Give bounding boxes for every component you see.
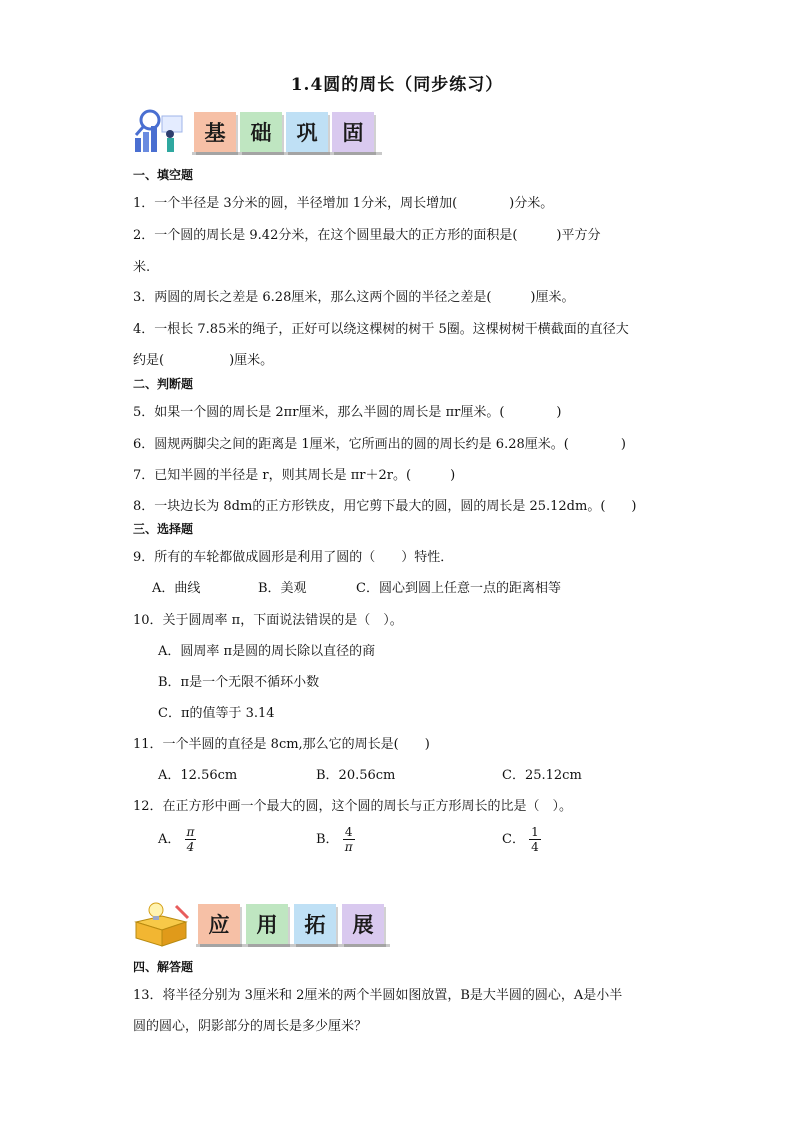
question-13-line1: 13．将半径分别为 3厘米和 2厘米的两个半圆如图放置，B是大半圆的圆心，A是小半 xyxy=(133,988,623,1003)
banner-tile-3: 拓 xyxy=(294,904,336,944)
question-1: 1．一个半径是 3分米的圆，半径增加 1分米，周长增加( )分米。 xyxy=(133,196,554,211)
question-4-line2: 约是( )厘米。 xyxy=(133,353,274,368)
question-3: 3．两圆的周长之差是 6.28厘米，那么这两个圆的半径之差是( )厘米。 xyxy=(133,290,575,305)
question-6: 6．圆规两脚尖之间的距离是 1厘米，它所画出的圆的周长约是 6.28厘米。( ) xyxy=(133,437,626,452)
section-heading-fill: 一、填空题 xyxy=(133,168,194,182)
question-7: 7．已知半圆的半径是 r，则其周长是 πr＋2r。( ) xyxy=(133,468,456,483)
question-8: 8．一块边长为 8dm的正方形铁皮，用它剪下最大的圆，圆的周长是 25.12dm。( ) xyxy=(133,499,637,514)
question-2-line2: 米. xyxy=(133,260,151,275)
fraction-numerator: π xyxy=(186,825,195,839)
question-11-option-a: A．12.56cm xyxy=(158,768,238,783)
fraction xyxy=(343,825,355,854)
question-9-option-c: C．圆心到圆上任意一点的距离相等 xyxy=(356,581,561,596)
banner-basic xyxy=(132,108,382,152)
fraction xyxy=(185,825,197,854)
fraction-denominator: π xyxy=(344,840,353,854)
section-heading-solve: 四、解答题 xyxy=(133,960,194,974)
banner-tile-2: 用 xyxy=(246,904,288,944)
question-12-option-a xyxy=(158,825,196,854)
question-9-option-a: A．曲线 xyxy=(152,581,201,596)
section-heading-choice: 三、选择题 xyxy=(133,522,194,536)
question-13-line2: 圆的圆心，阴影部分的周长是多少厘米？ xyxy=(133,1019,368,1034)
banner-tile-3: 巩 xyxy=(286,112,328,152)
section-heading-judge: 二、判断题 xyxy=(133,377,194,391)
question-4-line1: 4．一根长 7.85米的绳子，正好可以绕这棵树的树干 5圈。这棵树树干横截面的直径大 xyxy=(133,322,629,337)
question-12-option-b xyxy=(316,825,355,854)
fraction-numerator: 4 xyxy=(343,825,355,840)
question-9: 9．所有的车轮都做成圆形是利用了圆的（ ）特性． xyxy=(133,550,454,565)
question-5: 5．如果一个圆的周长是 2πr厘米，那么半圆的周长是 πr厘米。( ) xyxy=(133,405,562,420)
banner-underline xyxy=(192,152,382,155)
lightbulb-box-icon xyxy=(132,900,190,948)
fraction-numerator: 1 xyxy=(531,825,539,839)
banner-tile-1: 基 xyxy=(194,112,236,152)
question-11: 11．一个半圆的直径是 8cm,那么它的周长是( ) xyxy=(133,737,430,752)
question-9-option-b: B．美观 xyxy=(258,581,307,596)
question-2-line1: 2．一个圆的周长是 9.42分米，在这个圆里最大的正方形的面积是( )平方分 xyxy=(133,228,601,243)
question-11-option-c: C．25.12cm xyxy=(502,768,582,783)
question-10-option-b: B．π是一个无限不循环小数 xyxy=(158,675,320,690)
banner-extension xyxy=(132,900,390,944)
banner-tile-4: 固 xyxy=(332,112,374,152)
option-label: C． xyxy=(502,832,525,847)
banner-underline xyxy=(196,944,390,947)
option-label: B． xyxy=(316,832,339,847)
fraction-denominator: 4 xyxy=(186,840,195,854)
fraction-denominator: 4 xyxy=(531,840,539,854)
banner-tile-2: 础 xyxy=(240,112,282,152)
fraction xyxy=(529,825,541,854)
question-12-option-c xyxy=(502,825,541,854)
chart-person-icon xyxy=(132,108,186,156)
question-11-option-b: B．20.56cm xyxy=(316,768,396,783)
question-10-option-a: A．圆周率 π是圆的周长除以直径的商 xyxy=(158,644,376,659)
question-10: 10．关于圆周率 π，下面说法错误的是（ ）。 xyxy=(133,613,403,628)
banner-tile-4: 展 xyxy=(342,904,384,944)
question-12: 12．在正方形中画一个最大的圆，这个圆的周长与正方形周长的比是（ ）。 xyxy=(133,799,573,814)
option-label: A． xyxy=(158,832,181,847)
page-title: 1.4圆的周长（同步练习） xyxy=(290,75,504,95)
banner-tile-1: 应 xyxy=(198,904,240,944)
question-10-option-c: C．π的值等于 3.14 xyxy=(158,706,275,721)
